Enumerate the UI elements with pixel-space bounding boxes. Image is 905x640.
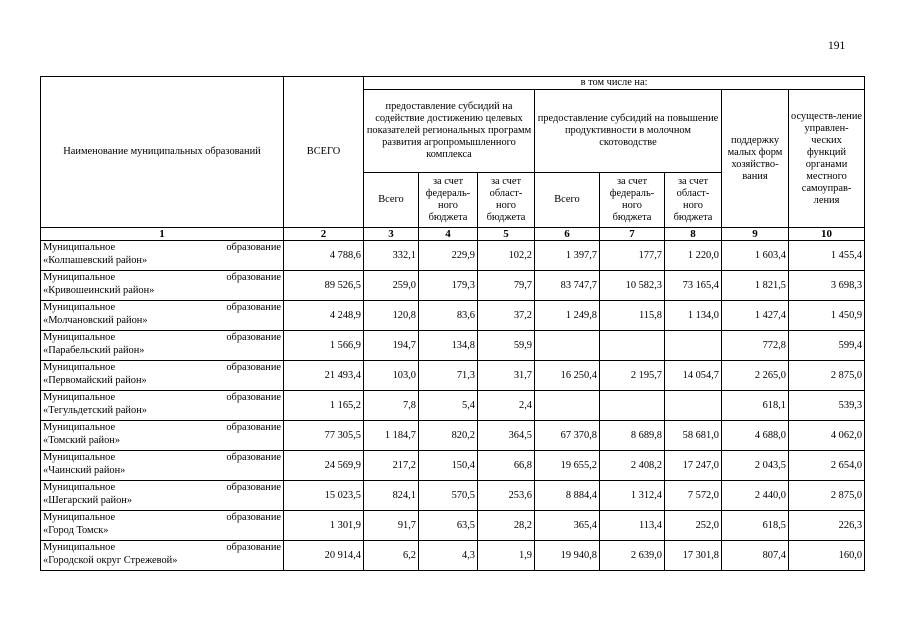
page-number: 191: [828, 40, 846, 52]
value-cell: 21 493,4: [284, 361, 364, 391]
value-cell: 15 023,5: [284, 481, 364, 511]
district-name: «Молчановский район»: [43, 315, 148, 326]
value-cell: 14 054,7: [665, 361, 722, 391]
value-cell: 7 572,0: [665, 481, 722, 511]
value-cell: 16 250,4: [535, 361, 600, 391]
value-cell: 1 165,2: [284, 391, 364, 421]
col-number: 7: [600, 228, 665, 241]
value-cell: [665, 331, 722, 361]
value-cell: 83 747,7: [535, 271, 600, 301]
table-row: [41, 301, 865, 331]
municipality-label: Муниципальное: [43, 482, 116, 493]
value-cell: 332,1: [364, 241, 419, 271]
header-subsidy-dairy: предоставление субсидий на повышение продуктивности в молочном скотоводстве: [535, 90, 722, 173]
municipality-name: [41, 511, 284, 541]
value-cell: 120,8: [364, 301, 419, 331]
value-cell: 1 220,0: [665, 241, 722, 271]
value-cell: 10 582,3: [600, 271, 665, 301]
table-row: [41, 241, 865, 271]
value-cell: 2 654,0: [789, 451, 865, 481]
header-self-gov: осуществ-ление управлен-ческих функций органами местного самоуправ-ления: [789, 90, 865, 228]
col-number: 5: [478, 228, 535, 241]
value-cell: 160,0: [789, 541, 865, 571]
value-cell: 259,0: [364, 271, 419, 301]
value-cell: 37,2: [478, 301, 535, 331]
header-agro-total: Всего: [364, 173, 419, 228]
district-name: «Чаинский район»: [43, 465, 126, 476]
value-cell: 66,8: [478, 451, 535, 481]
col-number: 6: [535, 228, 600, 241]
value-cell: 2,4: [478, 391, 535, 421]
value-cell: 28,2: [478, 511, 535, 541]
value-cell: 6,2: [364, 541, 419, 571]
value-cell: 115,8: [600, 301, 665, 331]
value-cell: 2 408,2: [600, 451, 665, 481]
value-cell: 79,7: [478, 271, 535, 301]
header-dairy-total: Всего: [535, 173, 600, 228]
value-cell: 365,4: [535, 511, 600, 541]
table-row: [41, 481, 865, 511]
value-cell: 24 569,9: [284, 451, 364, 481]
value-cell: 1 427,4: [722, 301, 789, 331]
table-body: [41, 241, 865, 571]
value-cell: 71,3: [419, 361, 478, 391]
municipality-label: Муниципальное: [43, 452, 116, 463]
value-cell: 217,2: [364, 451, 419, 481]
value-cell: 1 397,7: [535, 241, 600, 271]
value-cell: 807,4: [722, 541, 789, 571]
municipality-name: [41, 541, 284, 571]
value-cell: 253,6: [478, 481, 535, 511]
header-agro-federal: за счет федераль-ного бюджета: [419, 173, 478, 228]
value-cell: 226,3: [789, 511, 865, 541]
district-name: «Город Томск»: [43, 525, 109, 536]
municipality-name: [41, 451, 284, 481]
value-cell: 1 184,7: [364, 421, 419, 451]
value-cell: 179,3: [419, 271, 478, 301]
table-row: [41, 511, 865, 541]
municipality-label: Муниципальное: [43, 542, 116, 553]
value-cell: 8 884,4: [535, 481, 600, 511]
value-cell: [665, 391, 722, 421]
value-cell: 772,8: [722, 331, 789, 361]
value-cell: 2 195,7: [600, 361, 665, 391]
municipality-name: [41, 301, 284, 331]
district-name: «Первомайский район»: [43, 375, 147, 386]
value-cell: 820,2: [419, 421, 478, 451]
value-cell: 19 655,2: [535, 451, 600, 481]
municipality-type: образование: [226, 272, 281, 283]
table-row: [41, 271, 865, 301]
value-cell: 1 301,9: [284, 511, 364, 541]
value-cell: 3 698,3: [789, 271, 865, 301]
value-cell: 20 914,4: [284, 541, 364, 571]
value-cell: 4 688,0: [722, 421, 789, 451]
col-number: 2: [284, 228, 364, 241]
header-total-col: ВСЕГО: [284, 77, 364, 228]
municipality-type: образование: [226, 452, 281, 463]
value-cell: 89 526,5: [284, 271, 364, 301]
municipality-name: [41, 331, 284, 361]
value-cell: 2 875,0: [789, 361, 865, 391]
header-small-forms: поддержку малых форм хозяйство-вания: [722, 90, 789, 228]
value-cell: 2 875,0: [789, 481, 865, 511]
value-cell: 618,5: [722, 511, 789, 541]
municipality-name: [41, 481, 284, 511]
district-name: «Кривошеинский район»: [43, 285, 155, 296]
value-cell: 539,3: [789, 391, 865, 421]
value-cell: 113,4: [600, 511, 665, 541]
value-cell: 1 603,4: [722, 241, 789, 271]
value-cell: 59,9: [478, 331, 535, 361]
value-cell: 7,8: [364, 391, 419, 421]
table-row: [41, 421, 865, 451]
value-cell: 17 247,0: [665, 451, 722, 481]
value-cell: 58 681,0: [665, 421, 722, 451]
table-row: [41, 541, 865, 571]
district-name: «Городской округ Стрежевой»: [43, 555, 178, 566]
header-including: в том числе на:: [364, 77, 865, 90]
value-cell: 83,6: [419, 301, 478, 331]
value-cell: 364,5: [478, 421, 535, 451]
value-cell: 4 248,9: [284, 301, 364, 331]
municipality-label: Муниципальное: [43, 272, 116, 283]
value-cell: 177,7: [600, 241, 665, 271]
value-cell: 570,5: [419, 481, 478, 511]
municipality-type: образование: [226, 422, 281, 433]
district-name: «Томский район»: [43, 435, 121, 446]
municipality-label: Муниципальное: [43, 512, 116, 523]
value-cell: 73 165,4: [665, 271, 722, 301]
value-cell: [535, 391, 600, 421]
value-cell: 134,8: [419, 331, 478, 361]
value-cell: 77 305,5: [284, 421, 364, 451]
col-number: 10: [789, 228, 865, 241]
value-cell: [600, 391, 665, 421]
value-cell: 2 440,0: [722, 481, 789, 511]
col-number: 8: [665, 228, 722, 241]
district-name: «Колпашевский район»: [43, 255, 148, 266]
value-cell: 2 639,0: [600, 541, 665, 571]
value-cell: 618,1: [722, 391, 789, 421]
municipality-label: Муниципальное: [43, 242, 116, 253]
header-dairy-federal: за счет федераль-ного бюджета: [600, 173, 665, 228]
subsidy-table: [40, 76, 865, 571]
value-cell: 1 455,4: [789, 241, 865, 271]
value-cell: 63,5: [419, 511, 478, 541]
table-row: [41, 451, 865, 481]
municipality-type: образование: [226, 242, 281, 253]
municipality-label: Муниципальное: [43, 422, 116, 433]
municipality-label: Муниципальное: [43, 362, 116, 373]
value-cell: 4 062,0: [789, 421, 865, 451]
value-cell: 1 134,0: [665, 301, 722, 331]
table-row: [41, 331, 865, 361]
municipality-type: образование: [226, 482, 281, 493]
district-name: «Тегульдетский район»: [43, 405, 147, 416]
value-cell: 1 821,5: [722, 271, 789, 301]
municipality-label: Муниципальное: [43, 332, 116, 343]
value-cell: 19 940,8: [535, 541, 600, 571]
value-cell: 1 312,4: [600, 481, 665, 511]
value-cell: [535, 331, 600, 361]
value-cell: 8 689,8: [600, 421, 665, 451]
value-cell: 31,7: [478, 361, 535, 391]
value-cell: 194,7: [364, 331, 419, 361]
municipality-name: [41, 421, 284, 451]
header-subsidy-agro: предоставление субсидий на содействие достижению целевых показателей региональных программ развития агропромышленного комплекса: [364, 90, 535, 173]
municipality-type: образование: [226, 542, 281, 553]
municipality-name: [41, 241, 284, 271]
municipality-type: образование: [226, 302, 281, 313]
municipality-name: [41, 361, 284, 391]
value-cell: 1 566,9: [284, 331, 364, 361]
value-cell: [600, 331, 665, 361]
col-number: 1: [41, 228, 284, 241]
value-cell: 2 043,5: [722, 451, 789, 481]
municipality-type: образование: [226, 362, 281, 373]
value-cell: 4,3: [419, 541, 478, 571]
value-cell: 2 265,0: [722, 361, 789, 391]
district-name: «Шегарский район»: [43, 495, 133, 506]
value-cell: 1 249,8: [535, 301, 600, 331]
value-cell: 1 450,9: [789, 301, 865, 331]
value-cell: 824,1: [364, 481, 419, 511]
header-agro-regional: за счет област-ного бюджета: [478, 173, 535, 228]
value-cell: 252,0: [665, 511, 722, 541]
municipality-name: [41, 271, 284, 301]
value-cell: 4 788,6: [284, 241, 364, 271]
municipality-name: [41, 391, 284, 421]
value-cell: 103,0: [364, 361, 419, 391]
col-number: 9: [722, 228, 789, 241]
header-name-col: Наименование муниципальных образований: [41, 77, 284, 228]
value-cell: 150,4: [419, 451, 478, 481]
value-cell: 91,7: [364, 511, 419, 541]
value-cell: 5,4: [419, 391, 478, 421]
value-cell: 599,4: [789, 331, 865, 361]
header-dairy-regional: за счет област-ного бюджета: [665, 173, 722, 228]
district-name: «Парабельский район»: [43, 345, 145, 356]
value-cell: 102,2: [478, 241, 535, 271]
value-cell: 1,9: [478, 541, 535, 571]
table-row: [41, 361, 865, 391]
value-cell: 67 370,8: [535, 421, 600, 451]
municipality-type: образование: [226, 392, 281, 403]
municipality-type: образование: [226, 332, 281, 343]
municipality-label: Муниципальное: [43, 302, 116, 313]
value-cell: 17 301,8: [665, 541, 722, 571]
value-cell: 229,9: [419, 241, 478, 271]
municipality-type: образование: [226, 512, 281, 523]
col-number: 3: [364, 228, 419, 241]
municipality-label: Муниципальное: [43, 392, 116, 403]
col-number: 4: [419, 228, 478, 241]
table-row: [41, 391, 865, 421]
